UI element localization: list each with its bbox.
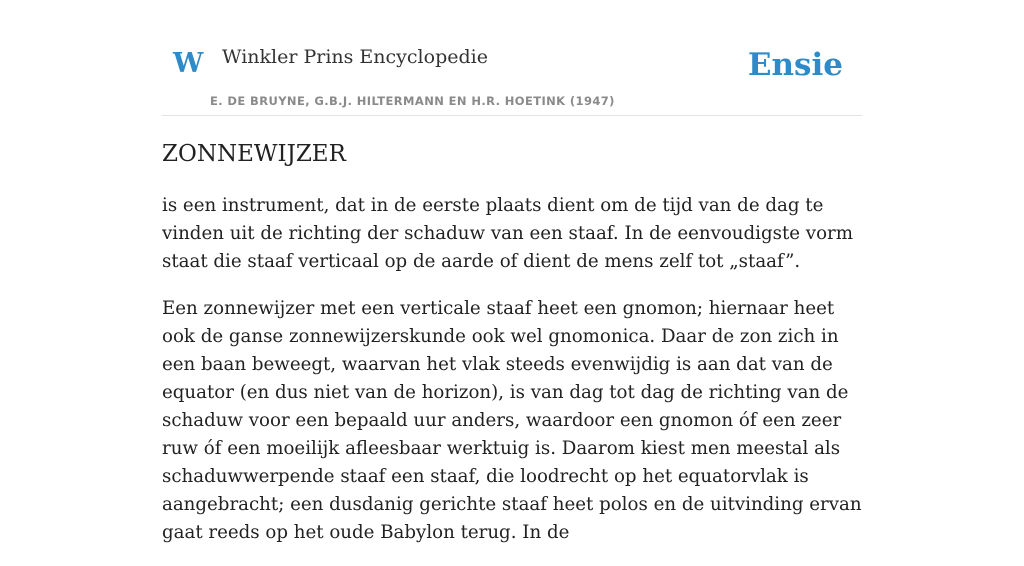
source-header [162, 30, 862, 116]
ensie-brand-logo[interactable]: Ensie [747, 47, 843, 83]
winkler-prins-logo-icon[interactable]: W [173, 48, 204, 79]
source-title[interactable]: Winkler Prins Encyclopedie [222, 46, 488, 68]
article-body [162, 192, 862, 566]
article-paragraph-2: Een zonnewijzer met een verticale staaf heet een gnomon; hiernaar heet ook de ganse zonnewijzerskunde ook wel gnomonica. Daar de zon zich in een baan beweegt, waarvan het vlak steeds evenwijdig is aan dat van de equator (en dus niet van de horizon), is van dag tot dag de richting van de schaduw voor een bepaald uur anders, waardoor een gnomon óf een zeer ruw óf een moeilijk afleesbaar werktuig is. Daarom kiest men meestal als schaduwwerpende staaf een staaf, die loodrecht op het equatorvlak is aangebracht; een dusdanig gerichte staaf heet polos en de uitvinding ervan gaat reeds op het oude Babylon terug. In de [162, 298, 862, 543]
article-paragraph-1: is een instrument, dat in de eerste plaats dient om de tijd van de dag te vinden uit de richting der schaduw van een staaf. In de eenvoudigste vorm staat die staaf verticaal op de aarde of dient de mens zelf tot „staaf”. [162, 195, 853, 272]
source-authors: E. DE BRUYNE, G.B.J. HILTERMANN EN H.R. HOETINK (1947) [210, 94, 615, 108]
article-title: ZONNEWIJZER [162, 141, 346, 167]
